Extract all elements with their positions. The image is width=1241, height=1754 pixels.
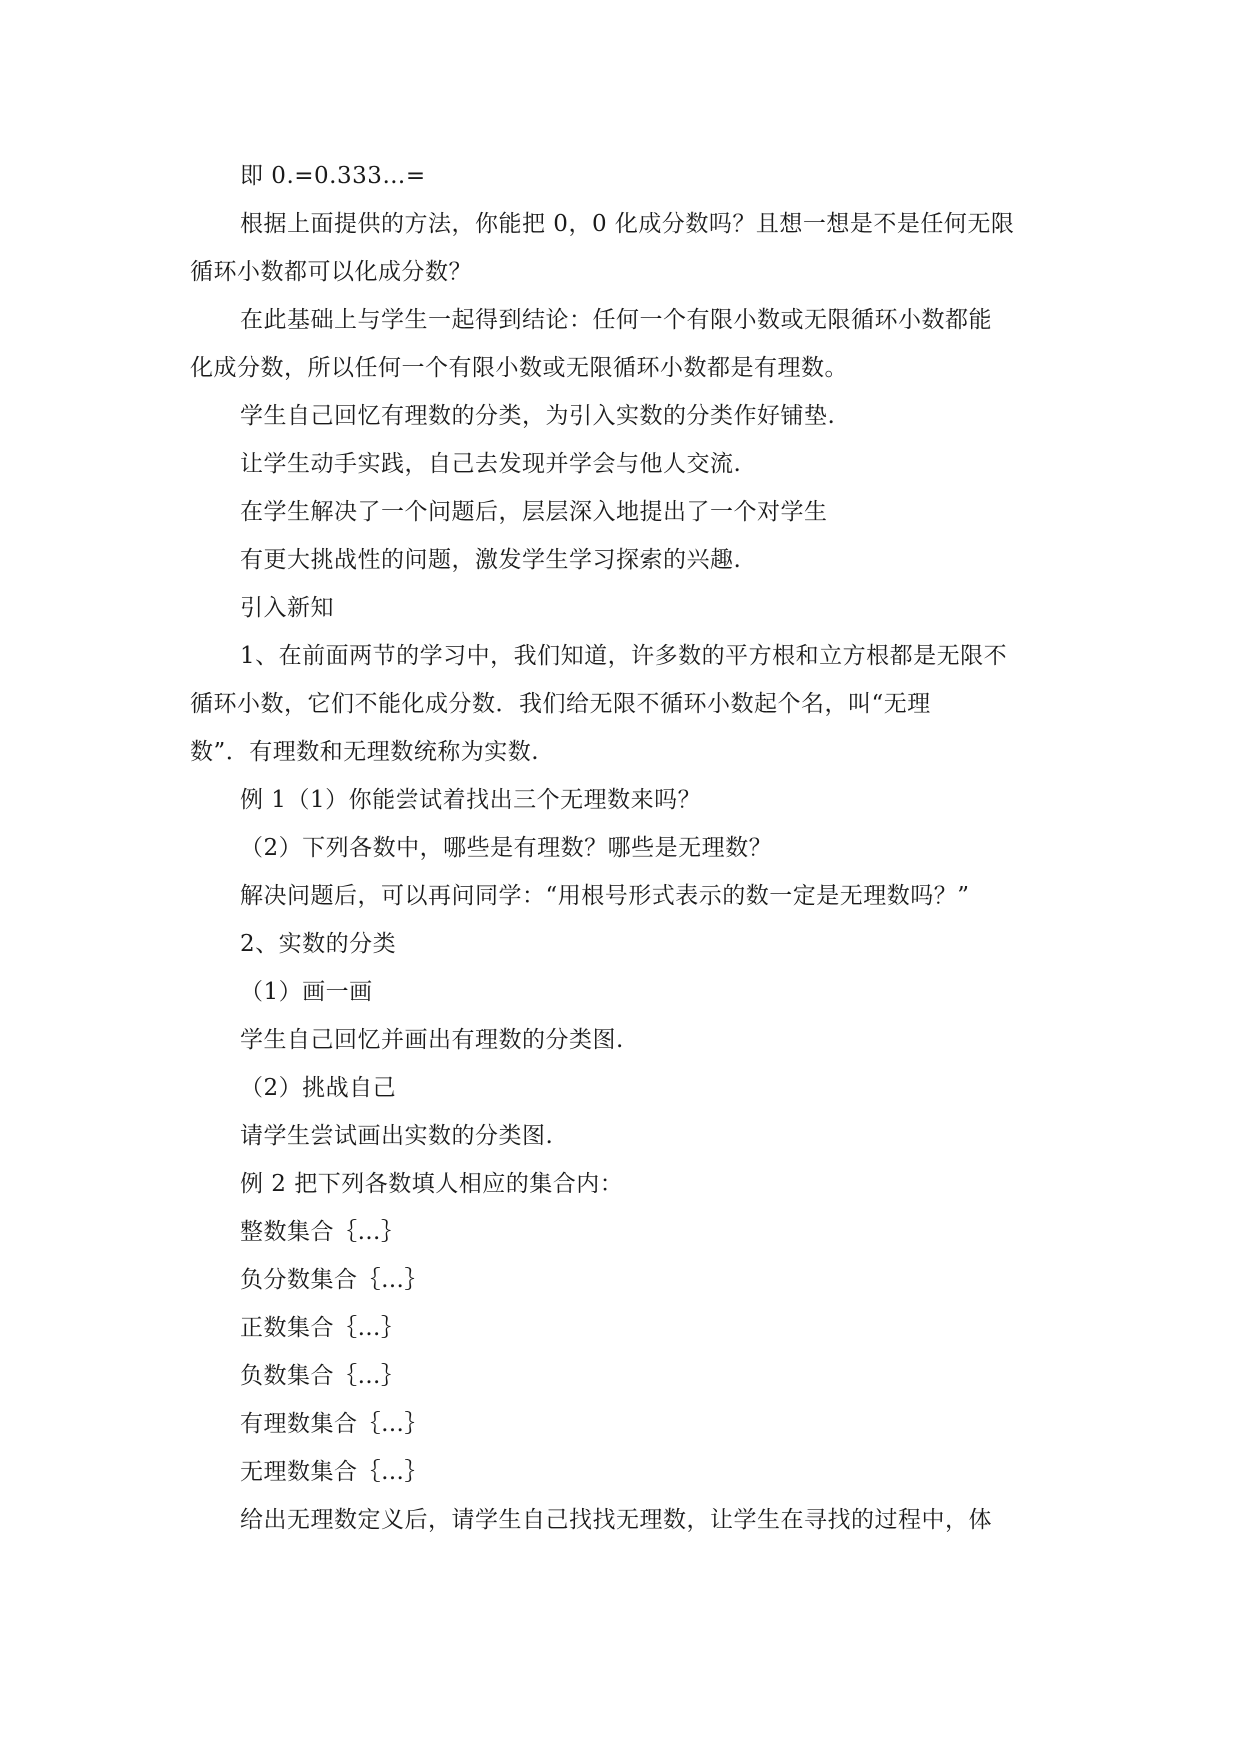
- text-line: 根据上面提供的方法，你能把 0，0 化成分数吗？且想一想是不是任何无限: [240, 211, 1015, 237]
- text-line: 无理数集合｛…｝: [240, 1459, 428, 1485]
- text-line: 负数集合｛…｝: [240, 1363, 405, 1389]
- text-line: 例 1（1）你能尝试着找出三个无理数来吗？: [240, 787, 702, 813]
- text-line: 循环小数都可以化成分数？: [190, 259, 472, 285]
- text-line: 有更大挑战性的问题，激发学生学习探索的兴趣.: [240, 547, 742, 573]
- text-line: 整数集合｛…｝: [240, 1219, 405, 1245]
- text-line: 1、在前面两节的学习中，我们知道，许多数的平方根和立方根都是无限不: [240, 643, 1008, 669]
- text-line: （2）挑战自己: [240, 1075, 397, 1101]
- text-line: 即 0.=0.333…=: [240, 163, 426, 189]
- text-line: 正数集合｛…｝: [240, 1315, 405, 1341]
- text-line: 在学生解决了一个问题后，层层深入地提出了一个对学生: [240, 499, 828, 525]
- text-line: 在此基础上与学生一起得到结论：任何一个有限小数或无限循环小数都能: [240, 307, 992, 333]
- text-line: 让学生动手实践，自己去发现并学会与他人交流.: [240, 451, 742, 477]
- text-line: 例 2 把下列各数填人相应的集合内：: [240, 1171, 624, 1197]
- text-line: （1）画一画: [240, 979, 373, 1005]
- section-heading: 引入新知: [240, 595, 334, 621]
- text-line: 学生自己回忆并画出有理数的分类图.: [240, 1027, 624, 1053]
- text-line: 循环小数，它们不能化成分数．我们给无限不循环小数起个名，叫“无理: [190, 691, 931, 717]
- text-line: （2）下列各数中，哪些是有理数？哪些是无理数？: [240, 835, 773, 861]
- text-line: 化成分数，所以任何一个有限小数或无限循环小数都是有理数。: [190, 355, 848, 381]
- text-line: 给出无理数定义后，请学生自己找找无理数，让学生在寻找的过程中，体: [240, 1507, 992, 1533]
- text-line: 数”．有理数和无理数统称为实数.: [190, 739, 540, 765]
- text-line: 2、实数的分类: [240, 931, 397, 957]
- text-line: 请学生尝试画出实数的分类图.: [240, 1123, 554, 1149]
- text-line: 有理数集合｛…｝: [240, 1411, 428, 1437]
- text-line: 解决问题后，可以再问同学：“用根号形式表示的数一定是无理数吗？”: [240, 883, 970, 909]
- text-line: 负分数集合｛…｝: [240, 1267, 428, 1293]
- text-line: 学生自己回忆有理数的分类，为引入实数的分类作好铺垫.: [240, 403, 836, 429]
